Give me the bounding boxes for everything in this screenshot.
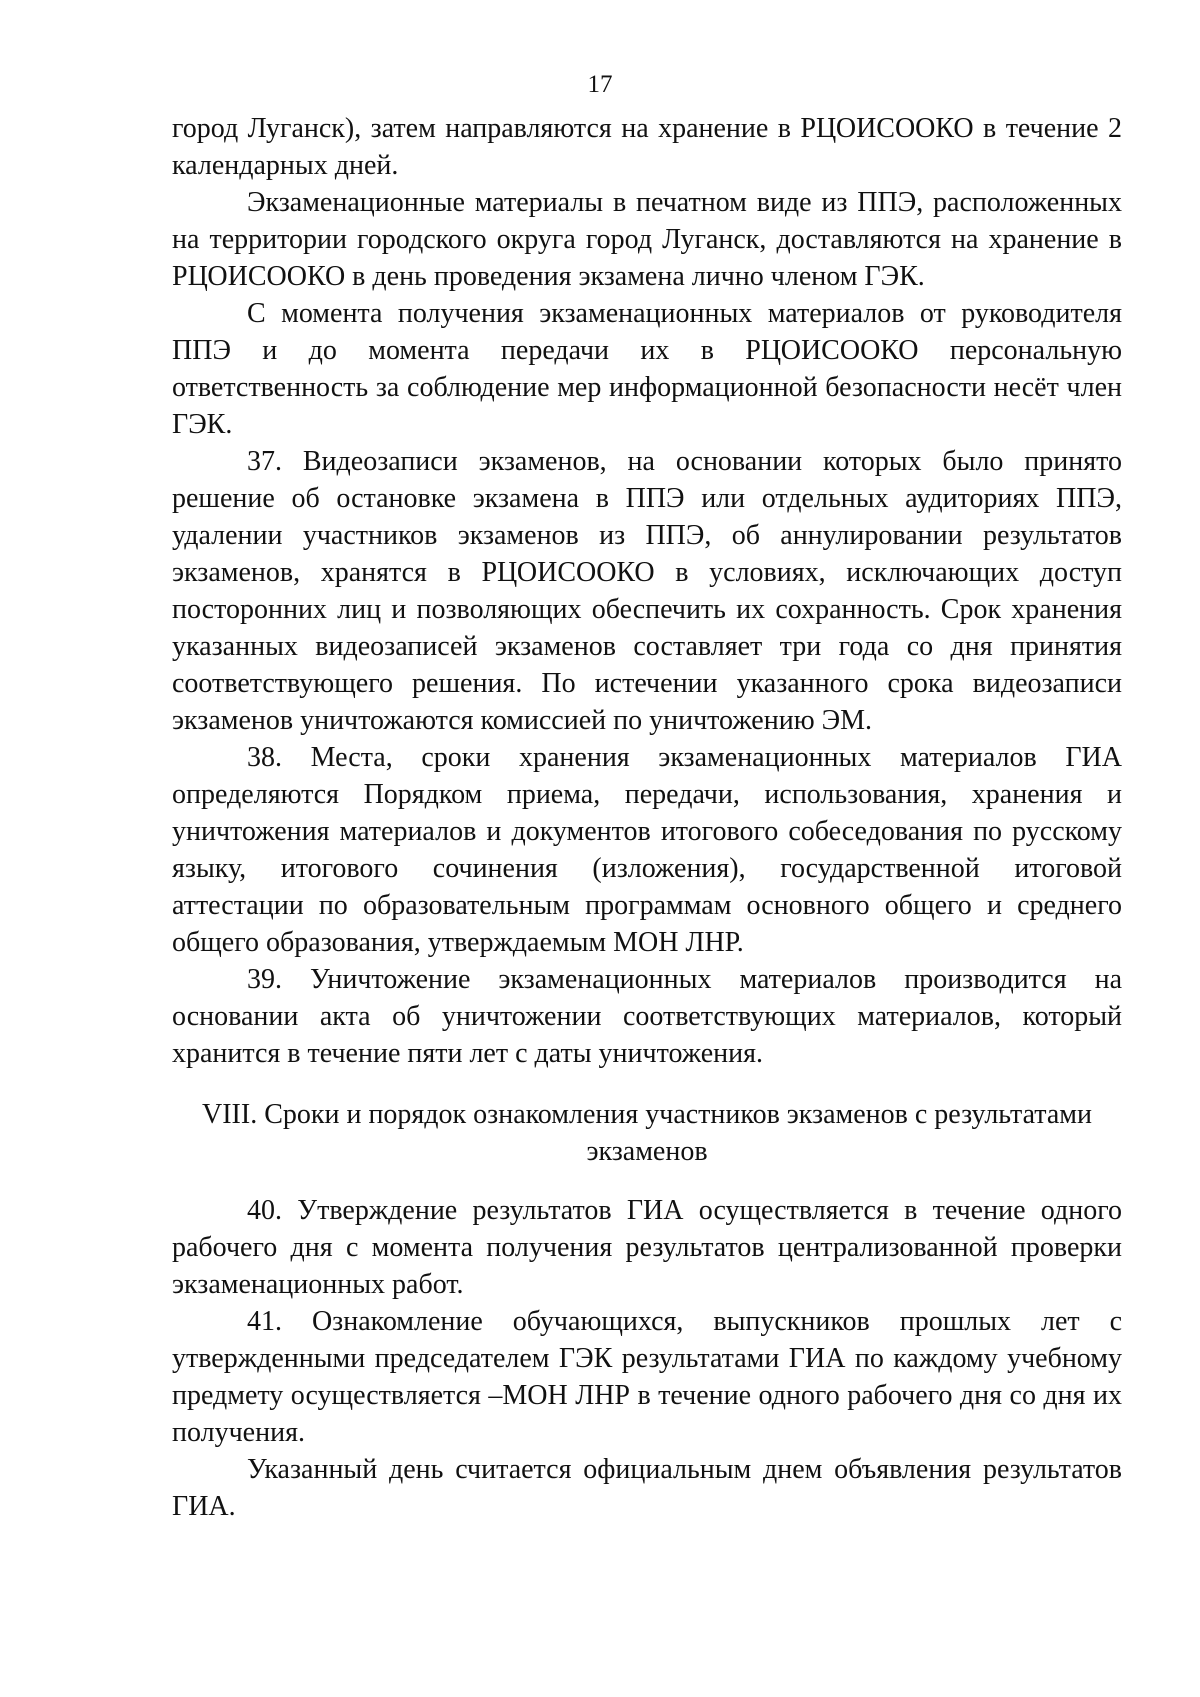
paragraph-item-38: 38. Места, сроки хранения экзаменационных материалов ГИА определяются Порядком приема, передачи, использования, хранения и уничтожения материалов и документов итогового собеседования по русскому языку, итогового сочинения (изложения), государственной итоговой аттестации по образовательным программам основного общего и среднего общего образования, утверждаемым МОН ЛНР.	[172, 742, 1122, 958]
paragraph-item-40: 40. Утверждение результатов ГИА осуществляется в течение одного рабочего дня с момента получения результатов централизованной проверки экзаменационных работ.	[172, 1195, 1122, 1300]
paragraph-responsibility: С момента получения экзаменационных материалов от руководителя ППЭ и до момента передачи их в РЦОИСООКО персональную ответственность за соблюдение мер информационной безопасности несёт член ГЭК.	[172, 298, 1122, 440]
paragraph-delivery-materials: Экзаменационные материалы в печатном виде из ППЭ, расположенных на территории городского округа город Луганск, доставляются на хранение в РЦОИСООКО в день проведения экзамена лично членом ГЭК.	[172, 187, 1122, 292]
paragraph-announcement-day: Указанный день считается официальным днем объявления результатов ГИА.	[172, 1454, 1122, 1522]
paragraph-item-41: 41. Ознакомление обучающихся, выпускников прошлых лет с утвержденными председателем ГЭК результатами ГИА по каждому учебному предмету осуществляется –МОН ЛНР в течение одного рабочего дня со дня их получения.	[172, 1306, 1122, 1448]
page-number: 17	[587, 71, 613, 98]
section-heading: VIII. Сроки и порядок ознакомления участников экзаменов с результатами экзаменов	[202, 1099, 1092, 1167]
paragraph-item-39: 39. Уничтожение экзаменационных материалов производится на основании акта об уничтожении соответствующих материалов, который хранится в течение пяти лет с даты уничтожения.	[172, 964, 1122, 1069]
paragraph-continuation: город Луганск), затем направляются на хранение в РЦОИСООКО в течение 2 календарных дней.	[172, 113, 1122, 181]
document-body	[172, 110, 1122, 1525]
paragraph-item-37: 37. Видеозаписи экзаменов, на основании которых было принято решение об остановке экзамена в ППЭ или отдельных аудиториях ППЭ, удалении участников экзаменов из ППЭ, об аннулировании результатов экзаменов, хранятся в РЦОИСООКО в условиях, исключающих доступ посторонних лиц и позволяющих обеспечить их сохранность. Срок хранения указанных видеозаписей экзаменов составляет три года со дня принятия соответствующего решения. По истечении указанного срока видеозаписи экзаменов уничтожаются комиссией по уничтожению ЭМ.	[172, 446, 1122, 736]
